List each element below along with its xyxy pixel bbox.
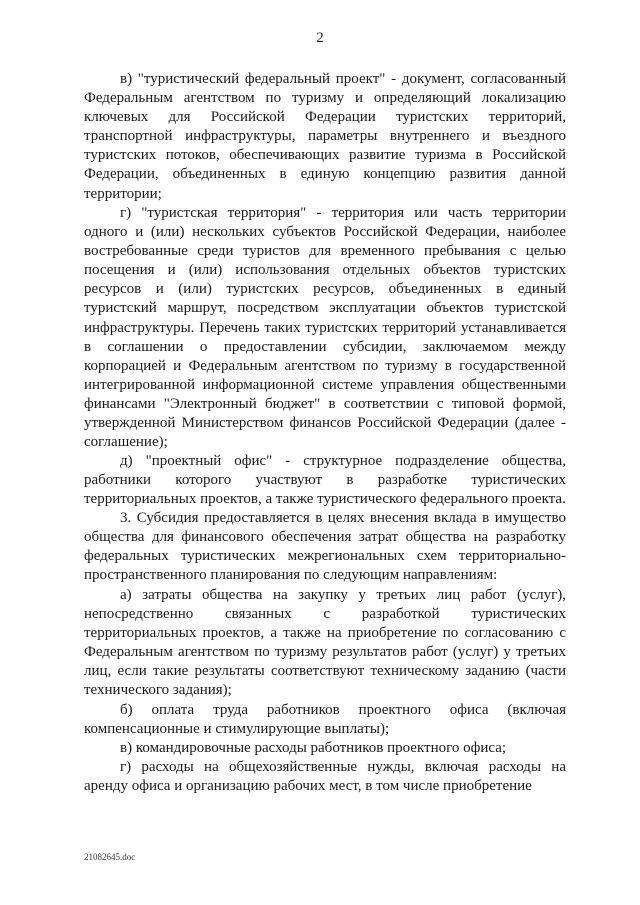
paragraph-definition-tourist-territory: г) "туристская территория" - территория или часть территории одного и (или) нескольких субъектов Российской Федерации, наиболее востребованные среди туристов для временного пребывания с целью посещения и (или) использования отдельных объектов туристских ресурсов и (или) туристских ресурсов, объединенных в единый туристский маршрут, посредством эксплуатации объектов туристской инфраструктуры. Перечень таких туристских территорий устанавливается в соглашении о предоставлении субсидии, заключаемом между корпорацией и Федеральным агентством по туризму в государственной интегрированной информационной системе управления общественными финансами "Электронный бюджет" в соответствии с типовой формой, утвержденной Министерством финансов Российской Федерации (далее - соглашение); xyxy=(84,205,566,451)
paragraph-item-a: а) затраты общества на закупку у третьих лиц работ (услуг), непосредственно связанных с разработкой туристических территориальных проектов, а также на приобретение по согласованию с Федеральным агентством по туризму результатов работ (услуг) у третьих лиц, если такие результаты соответствуют техническому заданию (части технического задания); xyxy=(84,587,566,699)
page-number: 2 xyxy=(316,30,324,46)
paragraph-item-b: б) оплата труда работников проектного офиса (включая компенсационные и стимулирующие выплаты); xyxy=(84,702,566,738)
document-filename: 21082645.doc xyxy=(84,852,136,862)
paragraph-definition-federal-project: в) "туристический федеральный проект" - документ, согласованный Федеральным агентством по туризму и определяющий локализацию ключевых для Российской Федерации туристских территорий, транспортной инфраструктуры, параметры внутреннего и въездного туристских потоков, обеспечивающих развитие туризма в Российской Федерации, объединенных в единую концепцию развития данной территории; xyxy=(84,71,566,202)
paragraph-item-v: в) командировочные расходы работников проектного офиса; xyxy=(120,740,507,756)
paragraph-item-g: г) расходы на общехозяйственные нужды, включая расходы на аренду офиса и организацию рабочих мест, в том числе приобретение xyxy=(84,759,566,795)
paragraph-definition-project-office: д) "проектный офис" - структурное подразделение общества, работники которого участвуют в разработке туристических территориальных проектов, а также туристического федерального проекта. xyxy=(84,453,566,508)
paragraph-subsidy-purpose: 3. Субсидия предоставляется в целях внесения вклада в имущество общества для финансового обеспечения затрат общества на разработку федеральных туристических межрегиональных схем территориально-пространственного планирования по следующим направлениям: xyxy=(84,510,566,584)
document-body xyxy=(84,70,566,796)
